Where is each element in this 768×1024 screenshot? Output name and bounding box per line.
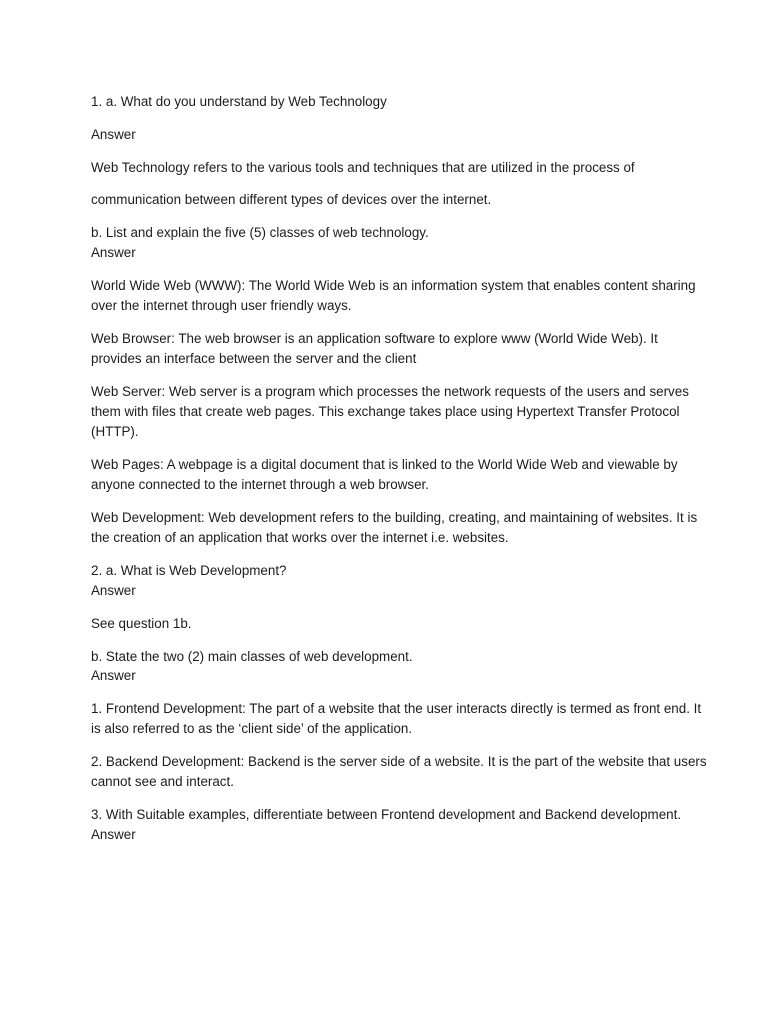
answer-label-1b: Answer (91, 245, 136, 260)
question-3: 3. With Suitable examples, differentiate between Frontend development and Backend development. (91, 807, 682, 822)
question-2b: b. State the two (2) main classes of web development. (91, 649, 413, 664)
answer-label-2a: Answer (91, 583, 136, 598)
question-1a: 1. a. What do you understand by Web Technology (91, 94, 387, 109)
answer-label-3: Answer (91, 827, 136, 842)
question-2a: 2. a. What is Web Development? (91, 563, 287, 578)
pages-paragraph-line-1: Web Pages: A webpage is a digital document that is linked to the World Wide Web and viewable by (91, 457, 678, 472)
server-paragraph-line-3: (HTTP). (91, 424, 139, 439)
frontend-paragraph-line-2: is also referred to as the ‘client side’ of the application. (91, 721, 413, 736)
answer-2a: See question 1b. (91, 616, 192, 631)
answer-1a-line-2: communication between different types of devices over the internet. (91, 192, 492, 207)
www-paragraph-line-1: World Wide Web (WWW): The World Wide Web is an information system that enables content sharing (91, 278, 696, 293)
backend-paragraph-line-2: cannot see and interact. (91, 774, 234, 789)
question-1b: b. List and explain the five (5) classes of web technology. (91, 225, 429, 240)
answer-label-2b: Answer (91, 668, 136, 683)
browser-paragraph-line-1: Web Browser: The web browser is an application software to explore www (World Wide Web). It (91, 331, 658, 346)
server-paragraph-line-2: them with files that create web pages. This exchange takes place using Hypertext Transfer Protocol (91, 404, 680, 419)
dev-paragraph-line-1: Web Development: Web development refers to the building, creating, and maintaining of websites. It is (91, 510, 698, 525)
answer-label-1a: Answer (91, 127, 136, 142)
www-paragraph-line-2: over the internet through user friendly ways. (91, 298, 352, 313)
backend-paragraph-line-1: 2. Backend Development: Backend is the server side of a website. It is the part of the website that users (91, 754, 707, 769)
server-paragraph-line-1: Web Server: Web server is a program which processes the network requests of the users and serves (91, 384, 689, 399)
dev-paragraph-line-2: the creation of an application that works over the internet i.e. websites. (91, 530, 509, 545)
frontend-paragraph-line-1: 1. Frontend Development: The part of a website that the user interacts directly is termed as front end. It (91, 701, 702, 716)
pages-paragraph-line-2: anyone connected to the internet through a web browser. (91, 477, 429, 492)
answer-1a-line-1: Web Technology refers to the various tools and techniques that are utilized in the process of (91, 160, 635, 175)
browser-paragraph-line-2: provides an interface between the server and the client (91, 351, 417, 366)
